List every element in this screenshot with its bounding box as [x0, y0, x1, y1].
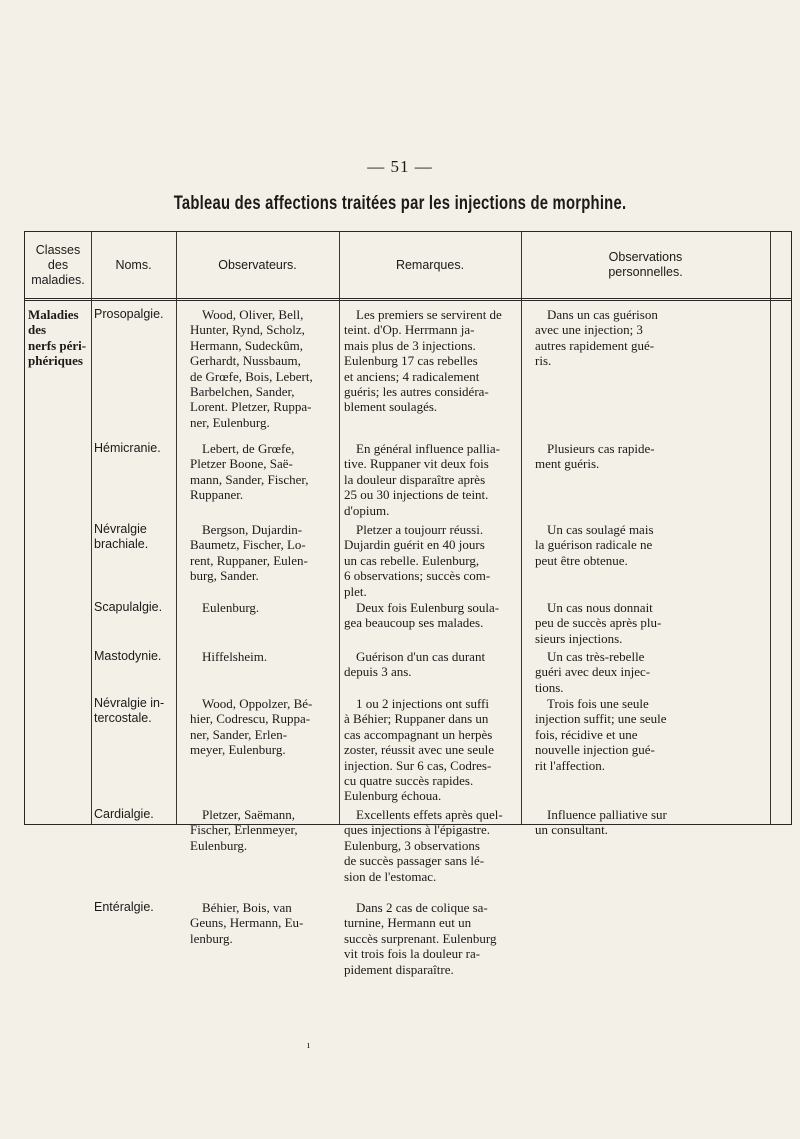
header-classes: Classes des maladies. — [31, 242, 85, 287]
row-observers: Wood, Oliver, Bell, Hunter, Rynd, Scholz, Hermann, Sudeckûm, Gerhardt, Nussbaum, de Grœfe, Bois, Lebert, Barbelchen, Sander, Lorent. Pletzer, Ruppa- ner, Eulenburg. — [190, 307, 313, 430]
header-noms: Noms. — [115, 257, 152, 272]
column-divider — [521, 232, 522, 824]
row-observers: Hiffelsheim. — [202, 649, 268, 664]
row-class: Maladies des nerfs péri- phériques — [28, 307, 87, 369]
row-personal-observations — [531, 600, 769, 646]
row-observers: Wood, Oppolzer, Bé- hier, Codrescu, Ruppa- ner, Sander, Erlen- meyer, Eulenburg. — [190, 696, 313, 758]
column-divider — [770, 232, 771, 824]
row-name: Scapulalgie. — [94, 600, 163, 614]
row-observers: Pletzer, Saëmann, Fischer, Erlenmeyer, Eulenburg. — [190, 807, 298, 853]
row-personal-observations — [531, 522, 769, 568]
row-name: Mastodynie. — [94, 649, 162, 663]
row-remarks: 1 ou 2 injections ont suffi à Béhier; Ruppaner dans un cas accompagnant un herpès zoster, réussit avec une seule injection. Sur 6 cas, Codres- cu quatre succès rapides. Eulenburg échoua. — [344, 696, 495, 804]
row-observers: Béhier, Bois, van Geuns, Hermann, Eu- lenburg. — [190, 900, 304, 946]
row-personal-text: Un cas nous donnait peu de succès après plu- sieurs injections. — [535, 600, 662, 646]
page-title: Tableau des affections traitées par les injections de morphine. — [173, 193, 627, 214]
header-observations: Observations personnelles. — [608, 250, 683, 279]
row-observers: Bergson, Dujardin- Baumetz, Fischer, Lo- rent, Ruppaner, Eulen- burg, Sander. — [190, 522, 308, 584]
row-personal-text: Un cas soulagé mais la guérison radicale ne peut être obtenue. — [535, 522, 654, 568]
row-personal-text: Un cas très-rebelle guéri avec deux injec- tions. — [535, 649, 651, 695]
row-personal-observations — [531, 649, 769, 695]
row-name: Névralgie in- tercostale. — [94, 696, 165, 726]
row-personal-observations — [531, 307, 769, 369]
row-personal-observations — [531, 807, 769, 838]
row-remarks: Dans 2 cas de colique sa- turnine, Hermann eut un succès surprenant. Eulenburg vit trois fois la douleur ra- pidement disparaître. — [344, 900, 497, 977]
row-remarks: En général influence pallia- tive. Ruppaner vit deux fois la douleur disparaître après 25 ou 30 injections de teint. d'opium. — [344, 441, 501, 518]
row-name: Névralgie brachiale. — [94, 522, 149, 552]
row-remarks: Excellents effets après quel- ques injections à l'épigastre. Eulenburg, 3 observations de succès passager sans lé- sion de l'estomac. — [344, 807, 503, 884]
row-personal-text: Plusieurs cas rapide- ment guéris. — [535, 441, 655, 472]
page-number: — 51 — — [367, 157, 433, 176]
row-personal-text: Trois fois une seule injection suffit; une seule fois, récidive et une nouvelle injection gué- rit l'affection. — [535, 696, 667, 773]
row-personal-text: Influence palliative sur un consultant. — [535, 807, 667, 838]
row-name: Prosopalgie. — [94, 307, 164, 321]
column-divider — [339, 232, 340, 824]
row-observers: Eulenburg. — [202, 600, 260, 615]
row-name: Cardialgie. — [94, 807, 154, 821]
row-name: Hémicranie. — [94, 441, 161, 455]
row-personal-text: Dans un cas guérison avec une injection; 3 autres rapidement gué- ris. — [535, 307, 658, 369]
affections-table — [24, 231, 792, 977]
header-observateurs: Observateurs. — [218, 257, 297, 272]
row-remarks: Deux fois Eulenburg soula- gea beaucoup ses malades. — [344, 600, 500, 631]
row-remarks: Les premiers se servirent de teint. d'Op. Herrmann ja- mais plus de 3 injections. Eulenburg 17 cas rebelles et anciens; 4 radicalement guéris; les autres considéra- blement soulagés. — [344, 307, 502, 415]
row-personal-observations — [531, 696, 769, 773]
row-name: Entéralgie. — [94, 900, 154, 914]
row-observers: Lebert, de Grœfe, Pletzer Boone, Saë- mann, Sander, Fischer, Ruppaner. — [190, 441, 309, 503]
header-rule — [25, 298, 791, 301]
row-remarks: Pletzer a toujourr réussi. Dujardin guérit en 40 jours un cas rebelle. Eulenburg, 6 observations; succès com- plet. — [344, 522, 491, 599]
page-mark: ı — [307, 1040, 310, 1051]
row-personal-observations — [531, 441, 769, 472]
header-remarques: Remarques. — [395, 257, 465, 272]
row-remarks: Guérison d'un cas durant depuis 3 ans. — [344, 649, 486, 680]
